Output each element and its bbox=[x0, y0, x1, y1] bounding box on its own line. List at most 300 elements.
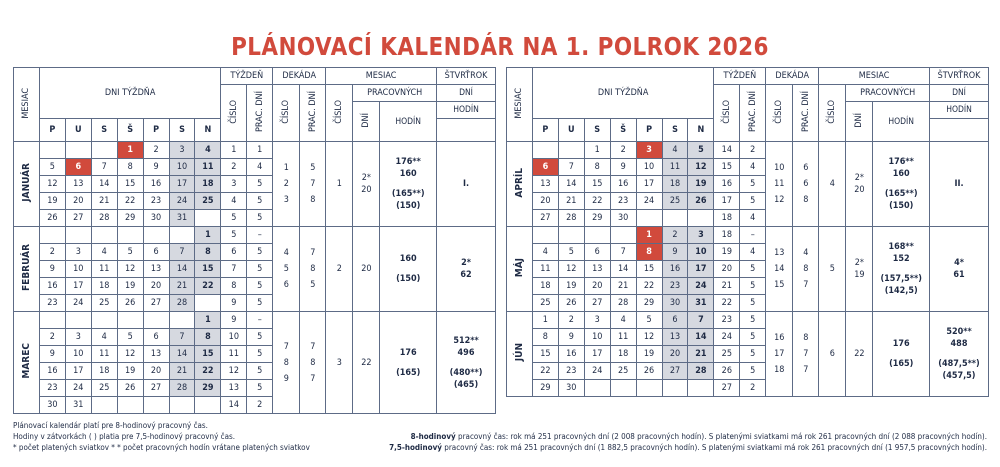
week-row bbox=[14, 227, 496, 244]
week-number: 23 bbox=[714, 312, 740, 329]
month-workdays-value: 22 bbox=[361, 357, 372, 368]
decade-workdays-value: 8 bbox=[310, 264, 316, 274]
month-number: 6 bbox=[819, 312, 846, 397]
month-header-label: MESIAC bbox=[21, 87, 32, 119]
day-cell: 29 bbox=[117, 210, 143, 227]
day-cell: 21 bbox=[91, 193, 117, 210]
week-number: 14 bbox=[221, 397, 247, 414]
footnote-year-8h: 8-hodinový pracovný čas: rok má 251 pracovných dní (2 008 pracovných hodín). S platenými sviatkami má rok 261 pracovných dní (2 088 pracovných hodín). bbox=[410, 432, 987, 441]
decade-workdays bbox=[793, 227, 819, 312]
month-workdays bbox=[353, 312, 380, 414]
decade-workdays bbox=[793, 142, 819, 227]
week-number: 10 bbox=[221, 329, 247, 346]
day-cell bbox=[39, 227, 65, 244]
day-cell: 13 bbox=[662, 329, 688, 346]
decade-workdays-value: 8 bbox=[310, 195, 316, 205]
day-cell: 3 bbox=[688, 227, 714, 244]
decade-workdays bbox=[300, 312, 326, 414]
day-cell bbox=[117, 227, 143, 244]
week-workdays-header-label: PRAC. DNÍ bbox=[254, 91, 265, 132]
decade-workdays-header bbox=[793, 85, 819, 142]
week-number-header-label: ČÍSLO bbox=[721, 99, 732, 124]
footnote-8h: Plánovací kalendár platí pre 8-hodinový pracovný čas. bbox=[13, 421, 208, 430]
weekday-letter: S bbox=[91, 119, 117, 142]
month-workdays-value: 2* bbox=[854, 173, 864, 183]
day-cell bbox=[65, 227, 91, 244]
day-cell: 21 bbox=[688, 346, 714, 363]
decade-workdays-value: 5 bbox=[310, 163, 316, 173]
month-name bbox=[14, 227, 40, 312]
day-cell: 3 bbox=[636, 142, 662, 159]
day-cell: 22 bbox=[584, 193, 610, 210]
month-hours-value: 152 bbox=[892, 254, 910, 264]
day-cell bbox=[610, 380, 636, 397]
week-number: 6 bbox=[221, 244, 247, 261]
month-number: 4 bbox=[819, 142, 846, 227]
day-cell: 9 bbox=[662, 244, 688, 261]
day-cell: 11 bbox=[532, 261, 558, 278]
day-cell: 14 bbox=[558, 176, 584, 193]
day-cell: 20 bbox=[584, 278, 610, 295]
day-cell: 16 bbox=[143, 176, 169, 193]
week-workdays: 5 bbox=[247, 380, 273, 397]
month-name-label: APRÍL bbox=[513, 167, 525, 198]
month-name bbox=[507, 142, 533, 227]
day-cell: 23 bbox=[558, 363, 584, 380]
day-cell: 4 bbox=[610, 312, 636, 329]
week-number: 18 bbox=[714, 227, 740, 244]
day-cell: 24 bbox=[65, 380, 91, 397]
month-name bbox=[14, 142, 40, 227]
day-cell: 14 bbox=[688, 329, 714, 346]
day-cell bbox=[688, 380, 714, 397]
decade-numbers bbox=[766, 312, 793, 397]
day-cell: 11 bbox=[610, 329, 636, 346]
day-cell: 8 bbox=[532, 329, 558, 346]
quarter-value: 61 bbox=[953, 270, 965, 280]
day-cell: 22 bbox=[195, 363, 221, 380]
day-cell: 3 bbox=[169, 142, 195, 159]
day-cell bbox=[610, 227, 636, 244]
day-cell: 30 bbox=[610, 210, 636, 227]
week-row bbox=[507, 312, 989, 329]
month-name bbox=[507, 312, 533, 397]
day-cell: 5 bbox=[558, 244, 584, 261]
day-cell: 16 bbox=[39, 278, 65, 295]
month-hours-value: (165) bbox=[889, 359, 914, 369]
day-cell: 26 bbox=[688, 193, 714, 210]
day-cell: 5 bbox=[636, 312, 662, 329]
day-cell: 12 bbox=[558, 261, 584, 278]
header-row bbox=[14, 68, 496, 85]
decade-number: 10 bbox=[774, 163, 785, 173]
footnotes-left bbox=[13, 420, 310, 453]
day-cell: 26 bbox=[117, 295, 143, 312]
day-cell: 19 bbox=[117, 278, 143, 295]
week-workdays-header bbox=[740, 85, 766, 142]
day-cell: 6 bbox=[143, 244, 169, 261]
quarter-summary bbox=[437, 312, 496, 414]
day-cell: 27 bbox=[662, 363, 688, 380]
day-cell: 20 bbox=[143, 363, 169, 380]
month-header bbox=[507, 68, 533, 142]
week-number: 25 bbox=[714, 346, 740, 363]
month-workdays-value: 20 bbox=[854, 185, 865, 195]
weekday-letter: S bbox=[584, 119, 610, 142]
day-cell: 17 bbox=[584, 346, 610, 363]
month-name-label: FEBRUÁR bbox=[20, 244, 32, 291]
footnote-year-7-5h: 7,5-hodinový pracovný čas: rok má 251 pracovných dní (1 882,5 pracovných hodín). S platenými sviatkami má rok 261 pracovných dní (1 957,5 pracovných hodín). bbox=[389, 443, 987, 452]
decade-workdays-header-label: PRAC. DNÍ bbox=[307, 91, 318, 132]
day-cell bbox=[688, 210, 714, 227]
decade-number: 14 bbox=[774, 264, 785, 274]
month-col-header: MESIAC bbox=[819, 68, 930, 85]
quarter-value: (480**) bbox=[449, 367, 483, 378]
day-cell: 29 bbox=[636, 295, 662, 312]
decade-workdays-value: 8 bbox=[310, 357, 316, 368]
weekday-letter: P bbox=[39, 119, 65, 142]
day-cell: 15 bbox=[636, 261, 662, 278]
month-name bbox=[507, 227, 533, 312]
quarter-value: 62 bbox=[460, 270, 472, 280]
decade-workdays-value: 7 bbox=[310, 248, 316, 258]
day-cell: 21 bbox=[169, 278, 195, 295]
day-cell bbox=[91, 227, 117, 244]
day-cell: 4 bbox=[195, 142, 221, 159]
decade-number: 6 bbox=[283, 280, 289, 290]
month-hours bbox=[873, 142, 930, 227]
month-number-header-label: ČÍSLO bbox=[827, 99, 838, 124]
working-header: PRACOVNÝCH bbox=[353, 85, 437, 102]
decade-number: 1 bbox=[283, 163, 289, 173]
day-cell: 1 bbox=[636, 227, 662, 244]
quarter-summary bbox=[437, 227, 496, 312]
week-workdays: 5 bbox=[247, 210, 273, 227]
decade-number: 18 bbox=[774, 365, 785, 375]
decade-workdays bbox=[300, 227, 326, 312]
quarter-value: 496 bbox=[457, 347, 475, 358]
month-number: 1 bbox=[326, 142, 353, 227]
day-cell: 29 bbox=[195, 380, 221, 397]
decade-numbers bbox=[273, 142, 300, 227]
day-cell: 4 bbox=[91, 244, 117, 261]
month-number-header-label: ČÍSLO bbox=[334, 99, 345, 124]
day-cell: 21 bbox=[610, 278, 636, 295]
day-cell: 18 bbox=[610, 346, 636, 363]
day-cell bbox=[195, 295, 221, 312]
day-cell: 20 bbox=[65, 193, 91, 210]
decade-number: 8 bbox=[283, 357, 289, 368]
month-hours-value: 176** bbox=[888, 157, 914, 167]
day-cell: 22 bbox=[636, 278, 662, 295]
day-cell: 11 bbox=[91, 261, 117, 278]
decade-number: 11 bbox=[774, 179, 785, 189]
week-workdays: 5 bbox=[740, 278, 766, 295]
month-workdays-value: 20 bbox=[361, 264, 372, 274]
decade-workdays-value: 6 bbox=[803, 163, 809, 173]
weekdays-header: DNI TÝŽDŇA bbox=[532, 68, 713, 119]
week-number: 24 bbox=[714, 329, 740, 346]
quarter-days-header: DNÍ bbox=[930, 85, 989, 102]
quarter-summary bbox=[930, 312, 989, 397]
day-cell bbox=[39, 142, 65, 159]
month-hours-value: 176** bbox=[395, 157, 421, 167]
week-header: TÝŽDEŇ bbox=[221, 68, 273, 85]
decade-workdays-value: 7 bbox=[803, 280, 809, 290]
month-hours-value: 160 bbox=[399, 169, 417, 179]
day-cell: 14 bbox=[169, 261, 195, 278]
month-name-label: MAREC bbox=[20, 343, 32, 379]
week-number: 26 bbox=[714, 363, 740, 380]
day-cell: 8 bbox=[584, 159, 610, 176]
day-cell: 3 bbox=[584, 312, 610, 329]
decade-number-header bbox=[273, 85, 300, 142]
month-workdays bbox=[846, 312, 873, 397]
decade-header: DEKÁDA bbox=[273, 68, 326, 85]
day-cell: 12 bbox=[117, 261, 143, 278]
week-number: 3 bbox=[221, 176, 247, 193]
weekday-letter: U bbox=[558, 119, 584, 142]
week-number: 14 bbox=[714, 142, 740, 159]
weekday-letter: P bbox=[636, 119, 662, 142]
day-cell: 10 bbox=[65, 346, 91, 363]
day-cell: 19 bbox=[39, 193, 65, 210]
month-workdays-value: 2* bbox=[361, 173, 371, 183]
day-cell: 23 bbox=[39, 295, 65, 312]
day-cell: 4 bbox=[91, 329, 117, 346]
day-cell bbox=[65, 142, 91, 159]
decade-number: 2 bbox=[283, 179, 289, 189]
month-hours bbox=[380, 227, 437, 312]
day-cell: 26 bbox=[636, 363, 662, 380]
decade-workdays-value: 7 bbox=[310, 341, 316, 352]
decade-number: 15 bbox=[774, 280, 785, 290]
decade-workdays-value: 7 bbox=[803, 349, 809, 359]
day-cell: 13 bbox=[584, 261, 610, 278]
month-name bbox=[14, 312, 40, 414]
decade-workdays bbox=[793, 312, 819, 397]
day-cell bbox=[91, 142, 117, 159]
footnote-legend: * počet platených sviatkov * * počet pracovných hodín vrátane platených sviatkov bbox=[13, 443, 310, 452]
decade-number: 16 bbox=[774, 333, 785, 343]
week-workdays: 4 bbox=[740, 159, 766, 176]
decade-workdays-header bbox=[300, 85, 326, 142]
day-cell: 2 bbox=[558, 312, 584, 329]
day-cell: 24 bbox=[688, 278, 714, 295]
quarter-hours-header: HODÍN bbox=[930, 102, 989, 119]
month-header-label: MESIAC bbox=[514, 87, 525, 119]
month-hours-header: HODÍN bbox=[873, 102, 930, 142]
day-cell bbox=[195, 210, 221, 227]
day-cell: 26 bbox=[117, 380, 143, 397]
day-cell: 9 bbox=[39, 261, 65, 278]
week-workdays: 5 bbox=[740, 312, 766, 329]
decade-number: 3 bbox=[283, 195, 289, 205]
month-hours bbox=[380, 312, 437, 414]
day-cell: 4 bbox=[662, 142, 688, 159]
day-cell: 20 bbox=[143, 278, 169, 295]
day-cell: 10 bbox=[688, 244, 714, 261]
day-cell: 30 bbox=[662, 295, 688, 312]
day-cell: 31 bbox=[688, 295, 714, 312]
week-workdays: 5 bbox=[247, 346, 273, 363]
day-cell: 29 bbox=[532, 380, 558, 397]
day-cell: 28 bbox=[169, 295, 195, 312]
day-cell: 23 bbox=[143, 193, 169, 210]
month-workdays bbox=[846, 227, 873, 312]
day-cell: 7 bbox=[688, 312, 714, 329]
day-cell: 9 bbox=[39, 346, 65, 363]
day-cell: 19 bbox=[688, 176, 714, 193]
week-number: 15 bbox=[714, 159, 740, 176]
day-cell: 8 bbox=[195, 329, 221, 346]
month-hours bbox=[380, 142, 437, 227]
day-cell: 7 bbox=[558, 159, 584, 176]
quarter-value: 4* bbox=[954, 258, 964, 268]
quarter-value: (487,5**) bbox=[938, 359, 980, 369]
month-hours-value: (142,5) bbox=[884, 286, 918, 296]
week-number: 7 bbox=[221, 261, 247, 278]
decade-numbers bbox=[273, 227, 300, 312]
month-hours-value: (150) bbox=[396, 274, 421, 284]
quarter-value: 520** bbox=[946, 327, 972, 337]
month-number-header bbox=[819, 85, 846, 142]
week-workdays-header-label: PRAC. DNÍ bbox=[747, 91, 758, 132]
day-cell: 17 bbox=[65, 278, 91, 295]
day-cell: 20 bbox=[662, 346, 688, 363]
decade-number: 7 bbox=[283, 341, 289, 352]
day-cell: 2 bbox=[610, 142, 636, 159]
quarter-summary bbox=[930, 142, 989, 227]
day-cell: 28 bbox=[688, 363, 714, 380]
day-cell: 12 bbox=[688, 159, 714, 176]
day-cell: 18 bbox=[195, 176, 221, 193]
month-hours-value: 160 bbox=[892, 169, 910, 179]
month-name-label: JÚN bbox=[513, 343, 525, 362]
day-cell: 5 bbox=[39, 159, 65, 176]
day-cell: 15 bbox=[584, 176, 610, 193]
week-number: 11 bbox=[221, 346, 247, 363]
month-header bbox=[14, 68, 40, 142]
week-workdays: 5 bbox=[247, 278, 273, 295]
day-cell: 21 bbox=[558, 193, 584, 210]
day-cell: 28 bbox=[610, 295, 636, 312]
week-workdays: 4 bbox=[247, 159, 273, 176]
day-cell: 7 bbox=[169, 329, 195, 346]
day-cell: 31 bbox=[65, 397, 91, 414]
quarter-value: (465) bbox=[453, 379, 479, 390]
decade-workdays-value: 6 bbox=[803, 179, 809, 189]
week-header: TÝŽDEŇ bbox=[714, 68, 766, 85]
week-number: 8 bbox=[221, 278, 247, 295]
week-workdays: 5 bbox=[740, 193, 766, 210]
week-workdays-header bbox=[247, 85, 273, 142]
day-cell: 12 bbox=[117, 346, 143, 363]
week-number: 2 bbox=[221, 159, 247, 176]
decade-workdays-value: 7 bbox=[310, 179, 316, 189]
month-days-label: DNÍ bbox=[361, 112, 372, 128]
decade-number: 12 bbox=[774, 195, 785, 205]
weekday-letter: U bbox=[65, 119, 91, 142]
day-cell: 28 bbox=[169, 380, 195, 397]
weekday-letter: S bbox=[169, 119, 195, 142]
day-cell: 27 bbox=[532, 210, 558, 227]
day-cell bbox=[532, 227, 558, 244]
day-cell bbox=[584, 227, 610, 244]
day-cell: 25 bbox=[195, 193, 221, 210]
decade-number-header-label: ČÍSLO bbox=[774, 99, 785, 124]
day-cell: 24 bbox=[65, 295, 91, 312]
quarter-blank bbox=[437, 119, 496, 142]
day-cell: 13 bbox=[65, 176, 91, 193]
decade-workdays-value: 8 bbox=[803, 264, 809, 274]
day-cell: 8 bbox=[636, 244, 662, 261]
quarter-header: ŠTVRŤROK bbox=[437, 68, 496, 85]
day-cell bbox=[662, 380, 688, 397]
day-cell bbox=[169, 227, 195, 244]
day-cell: 24 bbox=[169, 193, 195, 210]
decade-workdays-value: 7 bbox=[803, 365, 809, 375]
day-cell: 13 bbox=[532, 176, 558, 193]
day-cell: 9 bbox=[558, 329, 584, 346]
day-cell: 19 bbox=[636, 346, 662, 363]
week-workdays: 2 bbox=[740, 142, 766, 159]
decade-header: DEKÁDA bbox=[766, 68, 819, 85]
weekday-letter: P bbox=[532, 119, 558, 142]
weekday-letter: S bbox=[662, 119, 688, 142]
week-number: 21 bbox=[714, 278, 740, 295]
week-number: 5 bbox=[221, 227, 247, 244]
week-number: 17 bbox=[714, 193, 740, 210]
week-workdays: 5 bbox=[740, 261, 766, 278]
month-name-label: MÁJ bbox=[513, 257, 525, 278]
week-workdays: 5 bbox=[247, 261, 273, 278]
week-workdays: – bbox=[247, 227, 273, 244]
week-row bbox=[14, 312, 496, 329]
day-cell: 25 bbox=[532, 295, 558, 312]
day-cell bbox=[636, 380, 662, 397]
quarter-value: I. bbox=[462, 179, 470, 189]
week-workdays: 5 bbox=[247, 176, 273, 193]
week-number: 5 bbox=[221, 210, 247, 227]
day-cell: 15 bbox=[117, 176, 143, 193]
day-cell: 6 bbox=[662, 312, 688, 329]
header-row bbox=[507, 68, 989, 85]
day-cell: 7 bbox=[610, 244, 636, 261]
day-cell: 18 bbox=[662, 176, 688, 193]
day-cell: 29 bbox=[584, 210, 610, 227]
decade-number: 17 bbox=[774, 349, 785, 359]
day-cell: 30 bbox=[558, 380, 584, 397]
day-cell: 1 bbox=[117, 142, 143, 159]
day-cell: 26 bbox=[558, 295, 584, 312]
month-workdays bbox=[353, 142, 380, 227]
week-workdays: 1 bbox=[247, 142, 273, 159]
quarter-summary bbox=[437, 142, 496, 227]
day-cell: 2 bbox=[39, 244, 65, 261]
week-number: 22 bbox=[714, 295, 740, 312]
month-number: 2 bbox=[326, 227, 353, 312]
day-cell bbox=[143, 397, 169, 414]
day-cell: 31 bbox=[169, 210, 195, 227]
day-cell bbox=[584, 380, 610, 397]
day-cell bbox=[91, 312, 117, 329]
day-cell: 30 bbox=[39, 397, 65, 414]
day-cell: 16 bbox=[39, 363, 65, 380]
week-workdays: 5 bbox=[247, 363, 273, 380]
day-cell: 17 bbox=[688, 261, 714, 278]
day-cell: 1 bbox=[584, 142, 610, 159]
